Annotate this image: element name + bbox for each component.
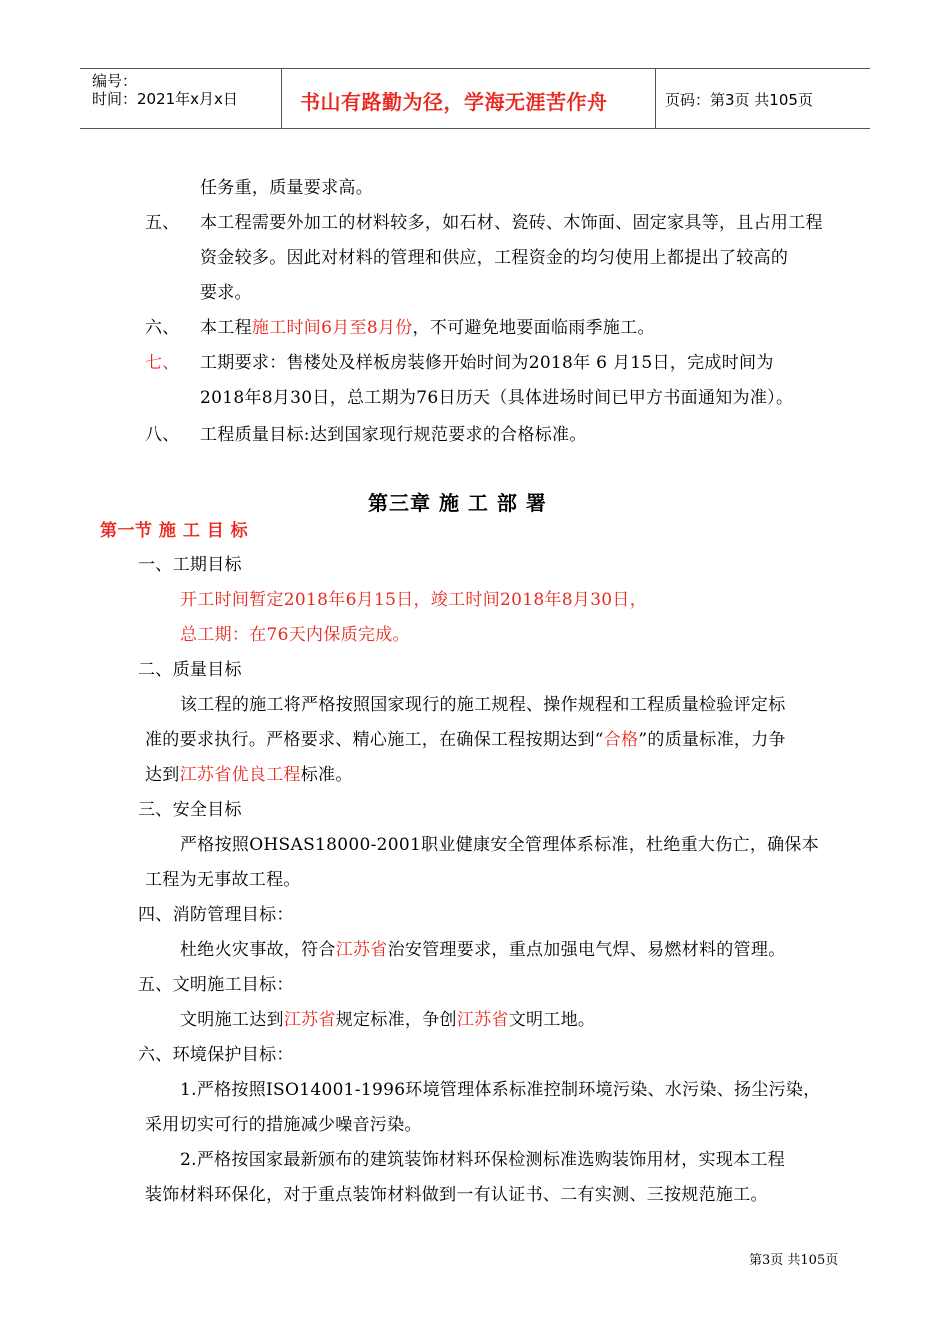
header-motto: 书山有路勤为径，学海无涯苦作舟 (300, 90, 608, 114)
goal-heading: 五、文明施工目标： (138, 975, 294, 995)
goal-text: 达到江苏省优良工程标准。 (145, 765, 353, 785)
highlight-text: 江苏省 (335, 940, 388, 960)
highlight-text: 江苏省 (283, 1010, 336, 1030)
highlight-text: 江苏省优良工程 (179, 765, 301, 785)
goal-heading: 三、安全目标 (138, 800, 242, 820)
highlight-text: 施工时间6月至8月份 (251, 318, 413, 338)
list-item-line: 工期要求：售楼处及样板房装修开始时间为2018年 6 月15日，完成时间为 (200, 353, 774, 373)
goal-heading: 一、工期目标 (138, 555, 242, 575)
goal-text: 总工期：在76天内保质完成。 (180, 625, 410, 645)
list-item-line: 工程质量目标:达到国家现行规范要求的合格标准。 (200, 425, 587, 445)
list-item-number: 六、 (145, 318, 180, 338)
page-footer: 第3页 共105页 (749, 1253, 839, 1268)
chapter-title: 第三章 施 工 部 署 (368, 491, 547, 515)
header-page-number: 页码：第3页 共105页 (665, 91, 813, 109)
goal-text: 开工时间暂定2018年6月15日，竣工时间2018年8月30日， (180, 590, 648, 610)
goal-text: 工程为无事故工程。 (145, 870, 301, 890)
goal-text: 该工程的施工将严格按照国家现行的施工规程、操作规程和工程质量检验评定标 (180, 695, 786, 715)
list-item-number: 七、 (145, 353, 180, 373)
list-item-number: 五、 (145, 213, 180, 233)
list-item-line: 本工程施工时间6月至8月份，不可避免地要面临雨季施工。 (200, 318, 655, 338)
section-title: 第一节 施 工 目 标 (100, 521, 249, 541)
goal-text: 装饰材料环保化，对于重点装饰材料做到一有认证书、二有实测、三按规范施工。 (145, 1185, 768, 1205)
goal-heading: 六、环境保护目标： (138, 1045, 294, 1065)
list-item-line: 2018年8月30日，总工期为76日历天（具体进场时间已甲方书面通知为准）。 (200, 388, 794, 408)
header-divider-left (281, 68, 282, 128)
header-divider-right (655, 68, 656, 128)
goal-text: 1.严格按照ISO14001-1996环境管理体系标准控制环境污染、水污染、扬尘污染， (180, 1080, 821, 1100)
list-item-line: 本工程需要外加工的材料较多，如石材、瓷砖、木饰面、固定家具等，且占用工程 (200, 213, 823, 233)
goal-text: 2.严格按国家最新颁布的建筑装饰材料环保检测标准选购装饰用材，实现本工程 (180, 1150, 786, 1170)
goal-text: 严格按照OHSAS18000-2001职业健康安全管理体系标准，杜绝重大伤亡，确保本 (180, 835, 820, 855)
list-continuation: 任务重，质量要求高。 (200, 178, 373, 198)
header-top-rule (80, 68, 870, 69)
highlight-text: 江苏省 (456, 1010, 509, 1030)
goal-text: 准的要求执行。严格要求、精心施工，在确保工程按期达到“合格”的质量标准，力争 (145, 730, 786, 750)
goal-text: 采用切实可行的措施减少噪音污染。 (145, 1115, 422, 1135)
list-item-line: 要求。 (200, 283, 252, 303)
goal-text: 杜绝火灾事故，符合江苏省治安管理要求，重点加强电气焊、易燃材料的管理。 (180, 940, 786, 960)
list-item-number: 八、 (145, 425, 180, 445)
goal-heading: 四、消防管理目标： (138, 905, 294, 925)
goal-text: 文明施工达到江苏省规定标准，争创江苏省文明工地。 (180, 1010, 596, 1030)
header-bottom-rule (80, 128, 870, 129)
header-number: 编号： (92, 72, 138, 90)
highlight-text: 合格 (603, 730, 639, 750)
header-time: 时间：2021年x月x日 (92, 90, 238, 108)
list-item-line: 资金较多。因此对材料的管理和供应，工程资金的均匀使用上都提出了较高的 (200, 248, 789, 268)
goal-heading: 二、质量目标 (138, 660, 242, 680)
